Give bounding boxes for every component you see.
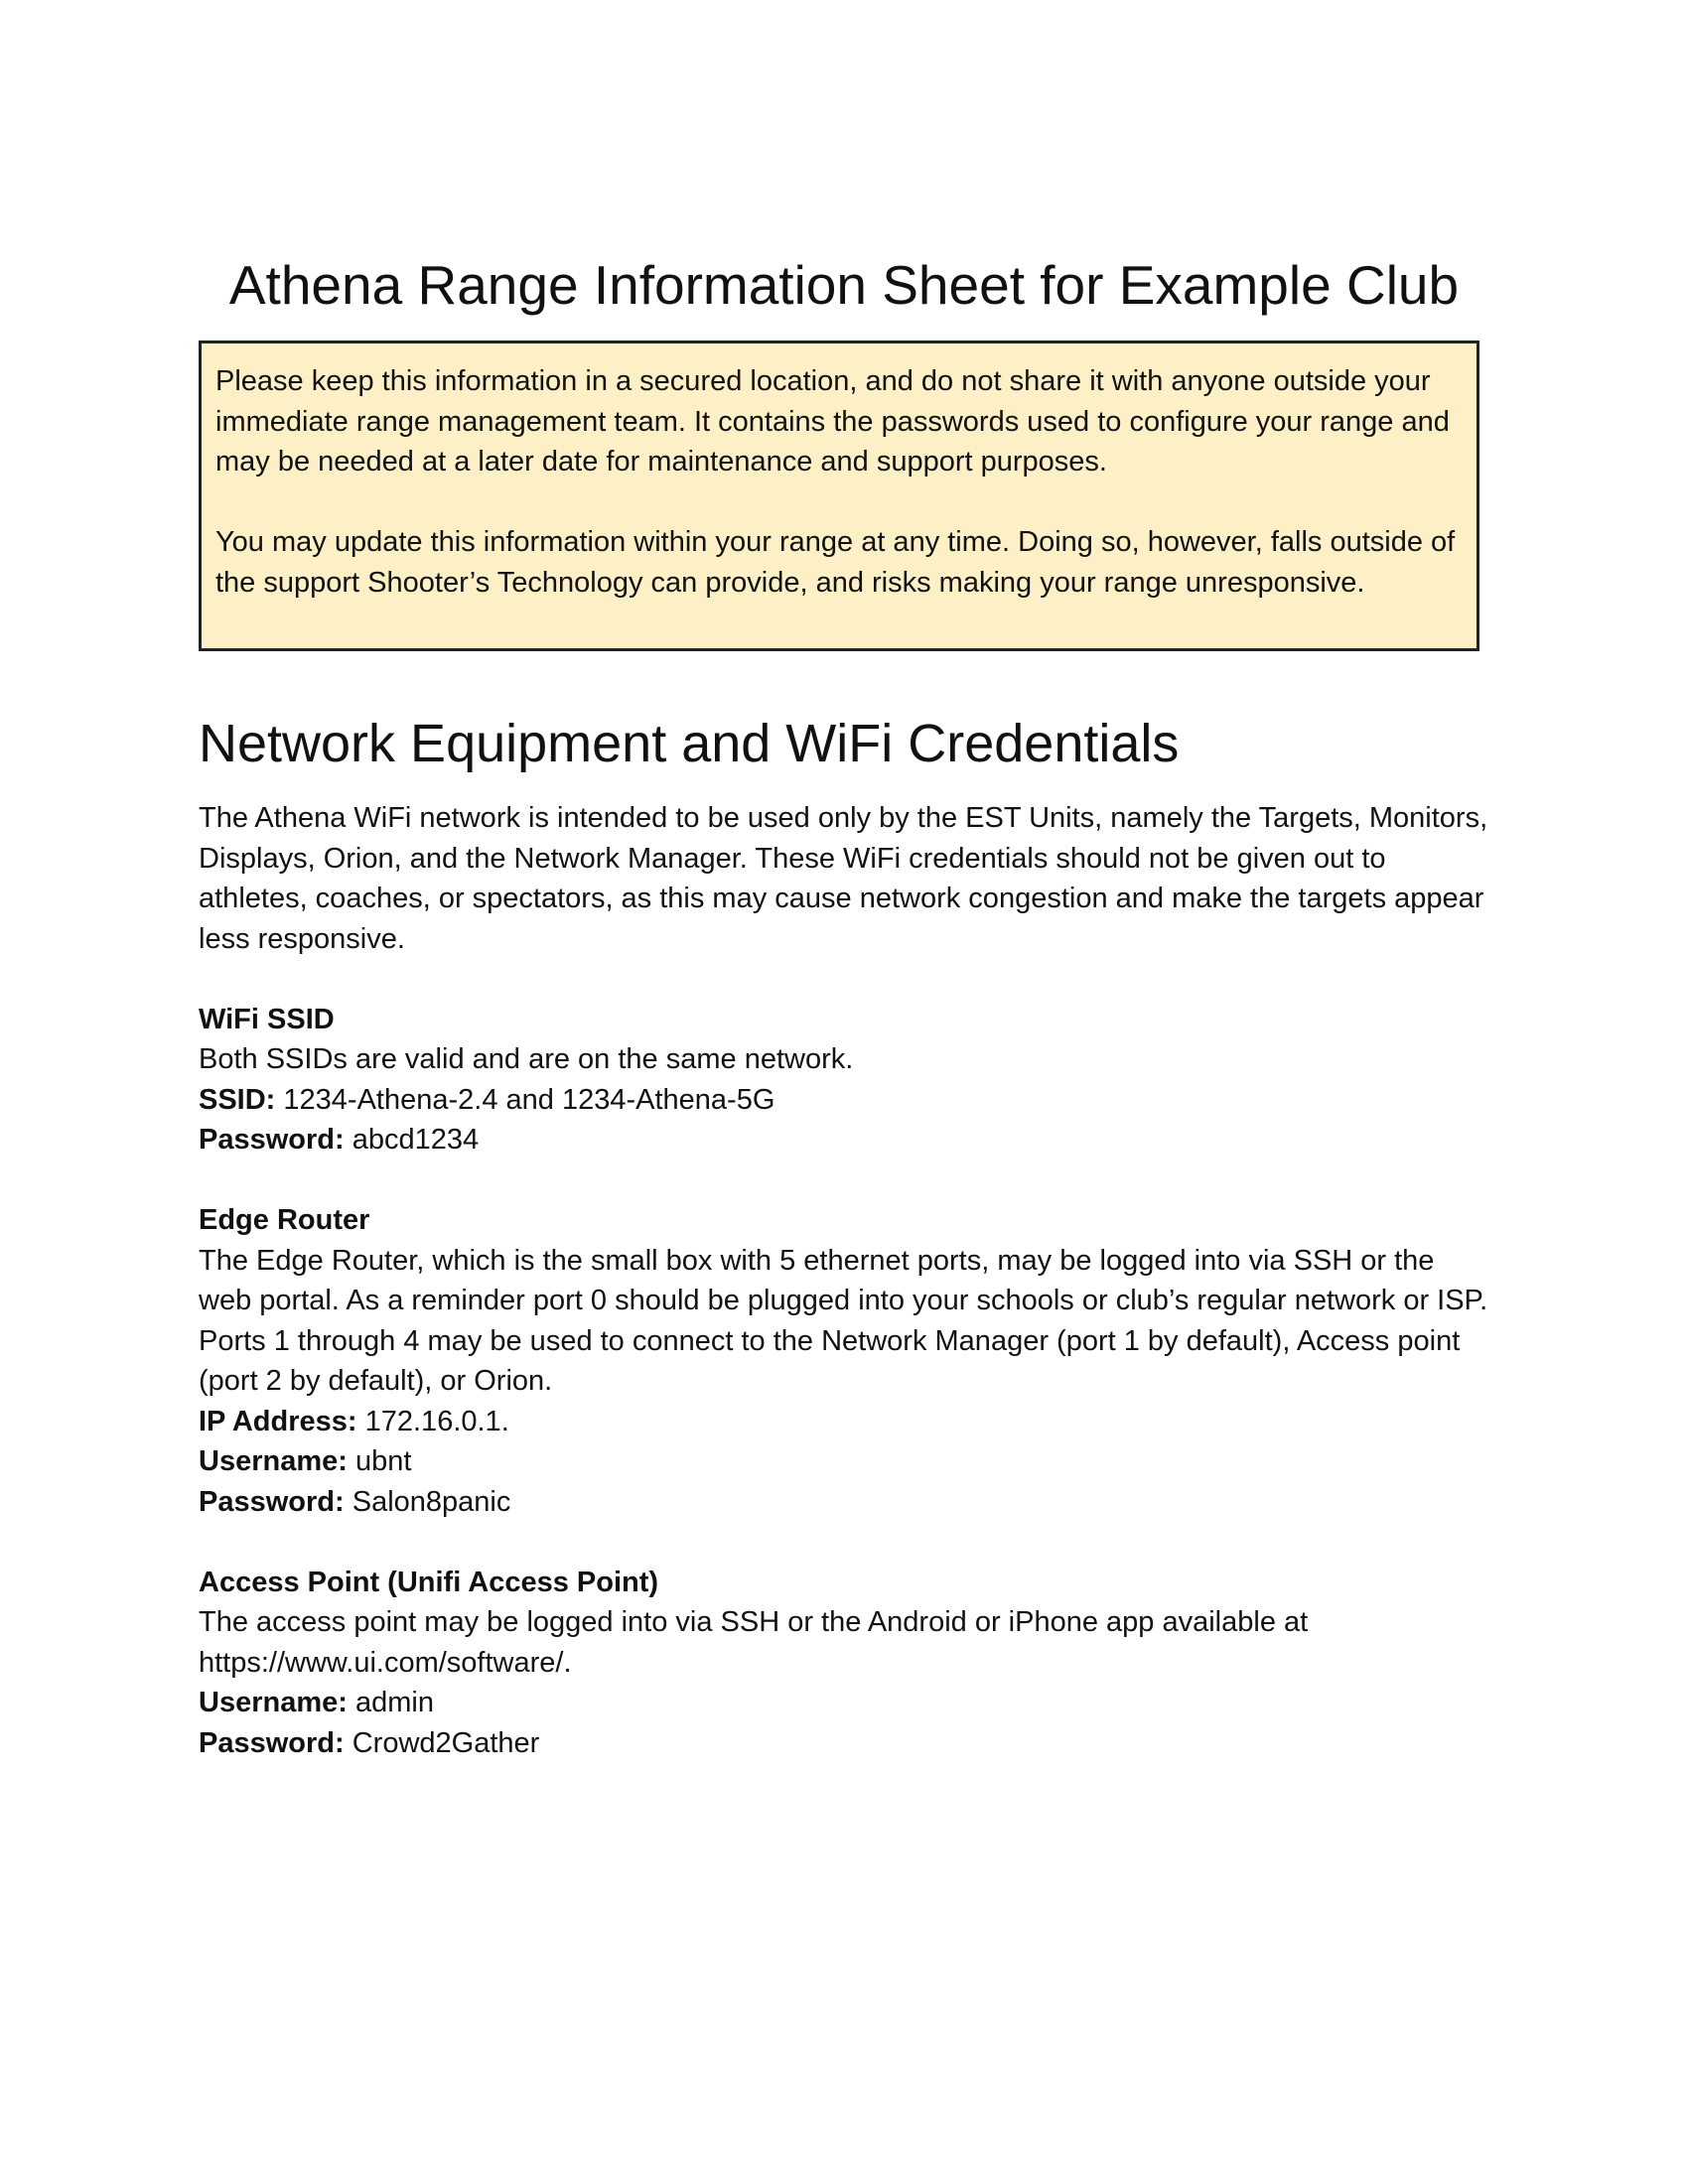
notice-paragraph-2: You may update this information within your range at any time. Doing so, however, falls outside of the support Shooter’s Technology can provide, and risks making your range unresponsive. [215, 526, 1456, 599]
access-point-heading: Access Point (Unifi Access Point) [199, 1566, 659, 1598]
edge-router-ip-line [199, 1402, 1489, 1442]
wifi-password-line [199, 1120, 1489, 1160]
edge-router-password-line [199, 1482, 1489, 1523]
wifi-description: Both SSIDs are valid and are on the same network. [199, 1043, 854, 1075]
edge-router-description: The Edge Router, which is the small box with 5 ethernet ports, may be logged into via SSH or the web portal. As a reminder port 0 should be plugged into your schools or club’s regular network or ISP. Ports 1 through 4 may be used to connect to the Network Manager (port 1 by default), Access point (port 2 by default), or Orion. [199, 1244, 1488, 1397]
section-body [199, 798, 1489, 1763]
ssid-label: SSID: [199, 1083, 276, 1116]
edge-password-value: Salon8panic [344, 1485, 511, 1518]
ap-password-value: Crowd2Gather [344, 1726, 540, 1759]
edge-router-username-line [199, 1441, 1489, 1482]
access-point-password-line [199, 1723, 1489, 1764]
edge-password-label: Password: [199, 1485, 345, 1518]
document-title: Athena Range Information Sheet for Example Club [228, 254, 1460, 316]
access-point-description: The access point may be logged into via SSH or the Android or iPhone app available at https://www.ui.com/software/. [199, 1606, 1309, 1679]
wifi-heading: WiFi SSID [199, 1003, 335, 1035]
edge-username-value: ubnt [347, 1445, 412, 1477]
access-point-username-line [199, 1683, 1489, 1723]
ssid-value: 1234-Athena-2.4 and 1234-Athena-5G [275, 1083, 775, 1116]
wifi-ssid-line [199, 1080, 1489, 1121]
section-heading: Network Equipment and WiFi Credentials [199, 714, 1180, 773]
ip-value: 172.16.0.1. [356, 1405, 509, 1437]
ap-password-label: Password: [199, 1726, 345, 1759]
wifi-password-value: abcd1234 [344, 1124, 480, 1156]
wifi-password-label: Password: [199, 1124, 345, 1156]
notice-paragraph-1: Please keep this information in a secured location, and do not share it with anyone outside your immediate range management team. It contains the passwords used to configure your range and may be needed at a later date for maintenance and support purposes. [215, 365, 1450, 478]
ip-label: IP Address: [199, 1405, 357, 1437]
edge-router-heading: Edge Router [199, 1204, 370, 1236]
edge-username-label: Username: [199, 1445, 348, 1477]
ap-username-value: admin [347, 1687, 434, 1718]
section-intro: The Athena WiFi network is intended to be used only by the EST Units, namely the Targets, Monitors, Displays, Orion, and the Network Manager. These WiFi credentials should not be given out to athletes, coaches, or spectators, as this may cause network congestion and make the targets appear less responsive. [199, 802, 1488, 955]
confidentiality-notice [199, 341, 1479, 651]
ap-username-label: Username: [199, 1687, 348, 1718]
